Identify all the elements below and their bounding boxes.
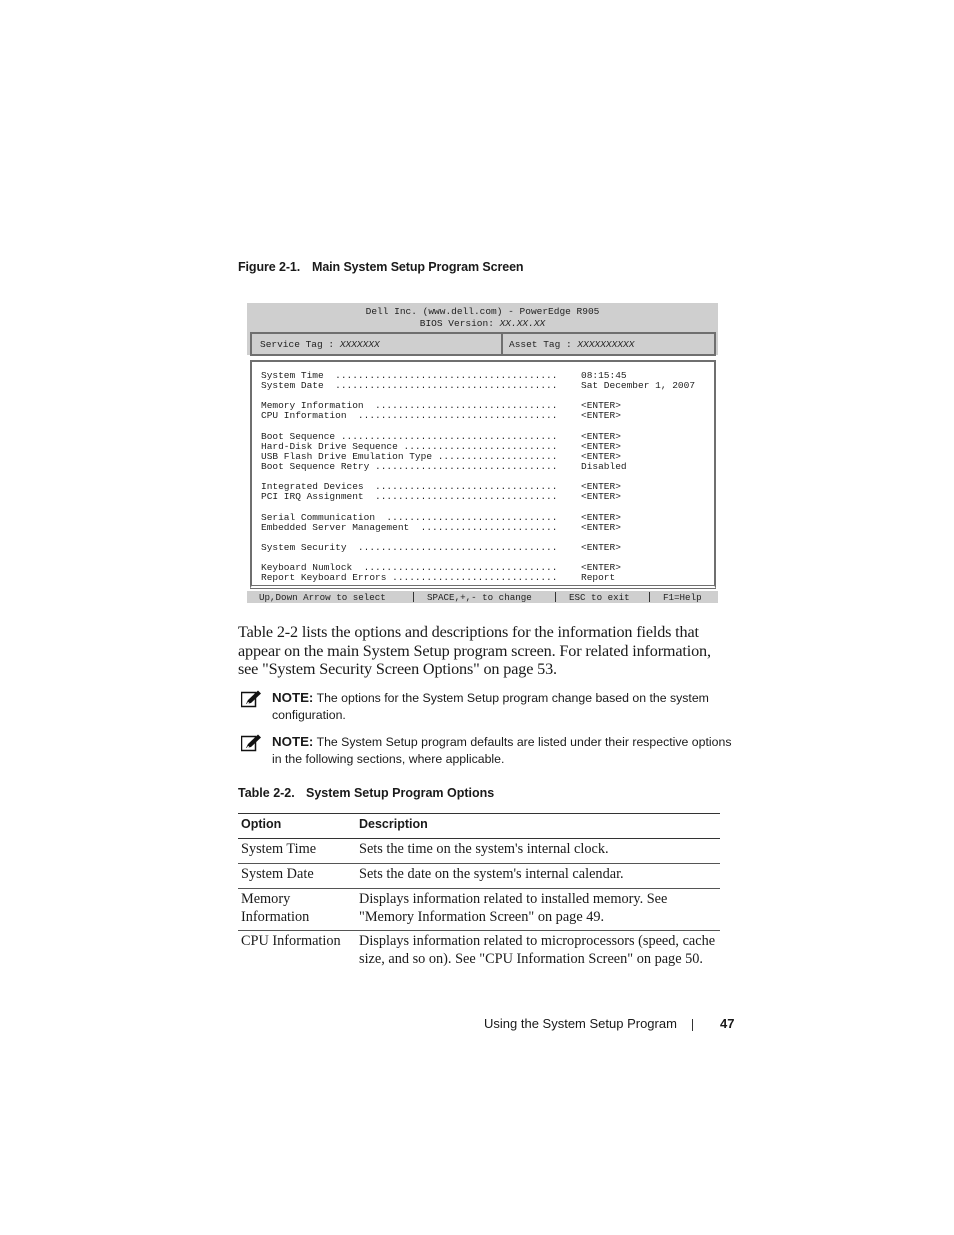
bios-item-value: <ENTER>: [581, 410, 621, 421]
asset-tag-value: XXXXXXXXXX: [577, 339, 635, 350]
bios-item-value: <ENTER>: [581, 491, 621, 502]
bios-item-label: USB Flash Drive Emulation Type .....................: [261, 451, 558, 462]
bios-item-value: 08:15:45: [581, 370, 627, 381]
bios-item-label: Embedded Server Management ........................: [261, 522, 558, 533]
key-help-change: SPACE,+,- to change: [427, 592, 532, 603]
key-help-exit: ESC to exit: [569, 592, 630, 603]
bios-item-value: <ENTER>: [581, 562, 621, 573]
bios-item-value: <ENTER>: [581, 451, 621, 462]
bios-item-value: <ENTER>: [581, 400, 621, 411]
bios-version-line: [247, 318, 718, 329]
figure-number: Figure 2-1.: [238, 260, 301, 274]
note-body: The System Setup program defaults are listed under their respective options in the following sections, where applicable.: [272, 735, 732, 766]
figure-title: Main System Setup Program Screen: [312, 260, 524, 274]
bios-item-value: Disabled: [581, 461, 627, 472]
service-tag-label: Service Tag :: [260, 339, 340, 350]
bios-item-label: Boot Sequence ......................................: [261, 431, 558, 442]
note-label: NOTE:: [272, 690, 314, 705]
bios-key-help-bar: [247, 591, 718, 603]
table-row: [238, 931, 720, 972]
bios-item-report-keyboard-errors: [261, 572, 557, 583]
service-tag: [260, 339, 380, 350]
bios-item-value: <ENTER>: [581, 542, 621, 553]
bios-item-label: Serial Communication ..............................: [261, 512, 558, 523]
key-help-separator: [413, 592, 414, 602]
bios-item-label: CPU Information ...................................: [261, 410, 558, 421]
note-label: NOTE:: [272, 734, 314, 749]
bios-item-label: System Date .......................................: [261, 380, 558, 391]
bios-version-value: XX.XX.XX: [499, 318, 546, 329]
option-cell: System Time: [241, 841, 317, 857]
bios-item-value: Report: [581, 572, 616, 583]
bios-item-label: Boot Sequence Retry ................................: [261, 461, 558, 472]
table-row: [238, 864, 720, 889]
key-help-separator: [555, 592, 556, 602]
bios-item-pci-irq-assignment: [261, 491, 557, 502]
asset-tag-label: Asset Tag :: [509, 339, 578, 350]
bios-item-value: <ENTER>: [581, 522, 621, 533]
bios-item-value: <ENTER>: [581, 441, 621, 452]
note-body: The options for the System Setup program change based on the system configuration.: [272, 691, 709, 722]
bios-item-cpu-information: [261, 410, 557, 421]
intro-paragraph: Table 2-2 lists the options and descriptions for the information fields that appear on the main System Setup program screen. For related information, see "System Security Screen Options" on page 53.: [238, 623, 711, 679]
note-text: [272, 689, 740, 724]
table-row: [238, 889, 720, 931]
table-title: System Setup Program Options: [306, 786, 495, 800]
header-option: Option: [241, 817, 282, 831]
running-footer-title: Using the System Setup Program: [484, 1016, 677, 1031]
bios-item-label: System Time .......................................: [261, 370, 558, 381]
bios-item-label: Integrated Devices ................................: [261, 481, 558, 492]
bios-item-value: <ENTER>: [581, 512, 621, 523]
note-text: [272, 733, 740, 768]
table-caption: [238, 786, 494, 800]
bios-version-label: BIOS Version:: [419, 318, 500, 329]
bios-tag-box: [250, 332, 716, 356]
bios-item-label: Keyboard Numlock ..................................: [261, 562, 558, 573]
asset-tag: [509, 339, 634, 350]
description-cell: Displays information related to installed memory. See "Memory Information Screen" on page 49.: [359, 891, 668, 925]
bios-options-panel: [250, 360, 716, 589]
bios-vendor-line: Dell Inc. (www.dell.com) - PowerEdge R905: [365, 306, 600, 317]
table-row: [238, 839, 720, 864]
option-cell: Memory Information: [241, 891, 310, 925]
bios-item-label: System Security ...................................: [261, 542, 558, 553]
table-number: Table 2-2.: [238, 786, 295, 800]
description-cell: Displays information related to microprocessors (speed, cache size, and so on). See "CPU Information Screen" on page 50.: [359, 933, 716, 967]
key-help-f1: F1=Help: [663, 592, 702, 603]
header-description: Description: [359, 817, 428, 831]
description-cell: Sets the date on the system's internal calendar.: [359, 866, 624, 882]
bios-setup-screenshot: [247, 303, 718, 603]
option-cell: CPU Information: [241, 933, 341, 949]
bios-item-label: Memory Information ................................: [261, 400, 558, 411]
table-header-row: [238, 813, 720, 839]
bios-item-embedded-server-management: [261, 522, 557, 533]
note-pencil-icon: [241, 690, 262, 708]
option-cell: System Date: [241, 866, 314, 882]
tag-divider: [501, 334, 503, 354]
service-tag-value: XXXXXXX: [339, 339, 380, 350]
bios-item-system-security: [261, 542, 557, 553]
bios-item-value: Sat December 1, 2007: [581, 380, 696, 391]
description-cell: Sets the time on the system's internal clock.: [359, 841, 609, 857]
figure-caption: [238, 260, 523, 274]
key-help-separator: [649, 592, 650, 602]
bios-item-value: <ENTER>: [581, 431, 621, 442]
bios-item-system-date: [261, 380, 557, 391]
page-number: 47: [720, 1016, 735, 1031]
note-pencil-icon: [241, 734, 262, 752]
key-help-select: Up,Down Arrow to select: [259, 592, 386, 603]
bios-item-label: Report Keyboard Errors .............................: [261, 572, 558, 583]
options-table: [238, 813, 720, 972]
footer-divider: [692, 1019, 693, 1031]
bios-item-label: Hard-Disk Drive Sequence ...........................: [261, 441, 558, 452]
bios-item-boot-sequence-retry: [261, 461, 557, 472]
bios-item-value: <ENTER>: [581, 481, 621, 492]
bios-header: [247, 303, 718, 355]
bios-item-label: PCI IRQ Assignment ................................: [261, 491, 558, 502]
